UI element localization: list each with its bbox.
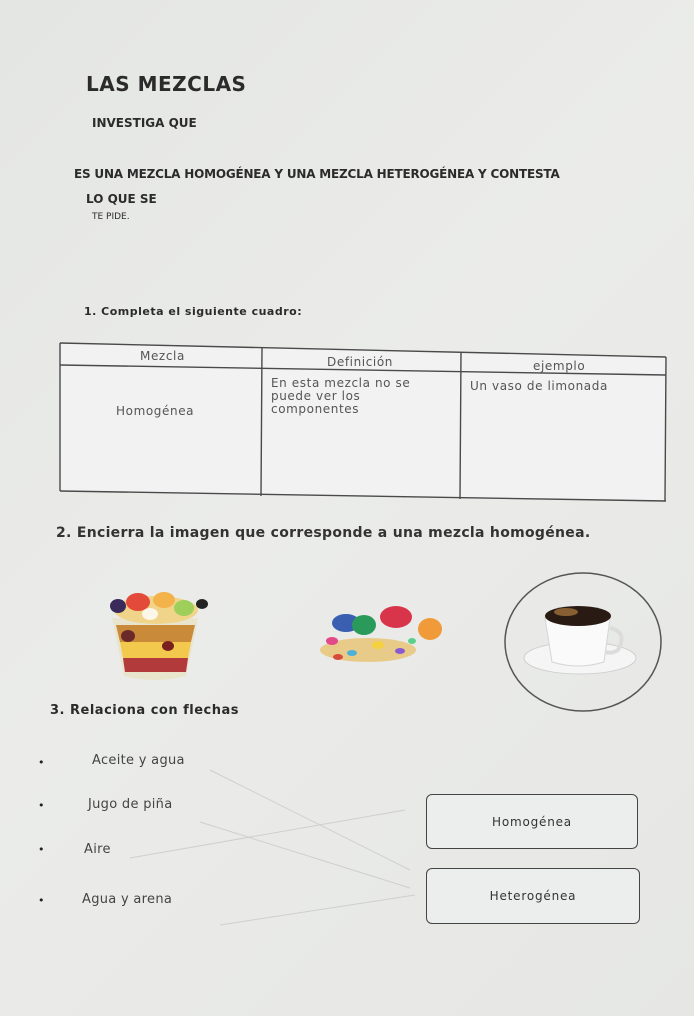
table-cell-homogenea: Homogénea: [116, 404, 195, 418]
question-3-prompt: 3. Relaciona con flechas: [50, 703, 240, 718]
instruction-line-3: TE PIDE.: [92, 212, 130, 222]
item-aire: Aire: [84, 842, 111, 857]
option-homogenea-box[interactable]: Homogénea: [426, 794, 638, 849]
table-header-ejemplo: ejemplo: [533, 359, 586, 373]
table-cell-ejemplo: Un vaso de limonada: [470, 379, 608, 393]
table-header-definicion: Definición: [327, 355, 393, 369]
item-jugo-de-pina: Jugo de piña: [88, 797, 173, 812]
bullet-2: •: [38, 799, 45, 812]
bullet-1: •: [38, 756, 45, 769]
item-agua-y-arena: Agua y arena: [82, 892, 173, 907]
page-title: LAS MEZCLAS: [86, 72, 247, 96]
question-1-prompt: 1. Completa el siguiente cuadro:: [84, 305, 303, 318]
bullet-4: •: [38, 894, 45, 907]
question-2-prompt: 2. Encierra la imagen que corresponde a una mezcla homogénea.: [56, 525, 591, 541]
table-cell-definicion: En esta mezcla no se puede ver los componentes: [271, 376, 411, 416]
instruction-line-2: LO QUE SE: [86, 192, 157, 206]
bullet-3: •: [38, 843, 45, 856]
table-header-mezcla: Mezcla: [140, 349, 185, 363]
option-heterogenea-box[interactable]: Heterogénea: [426, 868, 640, 924]
instruction-line-1: ES UNA MEZCLA HOMOGÉNEA Y UNA MEZCLA HETEROGÉNEA Y CONTESTA: [74, 167, 560, 181]
page-subtitle: INVESTIGA QUE: [92, 116, 197, 130]
item-aceite-y-agua: Aceite y agua: [92, 753, 185, 768]
